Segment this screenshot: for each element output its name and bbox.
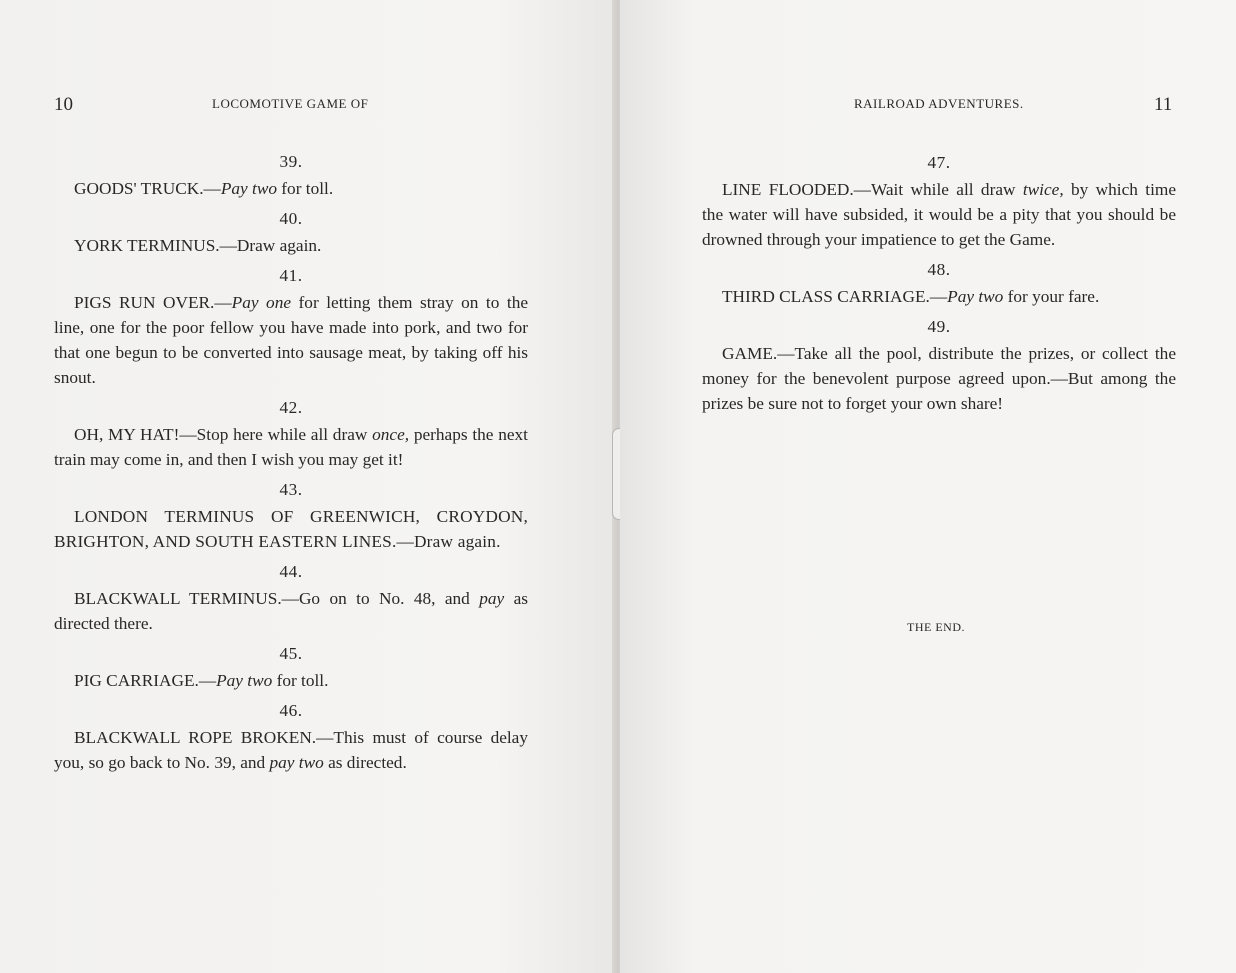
entry-text: PIG CARRIAGE.—Pay two for toll. xyxy=(74,671,329,690)
entry-text: GOODS' TRUCK.—Pay two for toll. xyxy=(74,179,334,198)
entry-text: BLACKWALL ROPE BROKEN.—This must of course delay you, so go back to No. 39, and pay two as directed. xyxy=(54,728,528,772)
entry-text: YORK TERMINUS.—Draw again. xyxy=(74,236,322,255)
entry-text: PIGS RUN OVER.—Pay one for letting them stray on to the line, one for the poor fellow you have made into pork, and two for that one begun to be converted into sausage meat, by taking off his snout. xyxy=(54,293,529,387)
end-text: THE END. xyxy=(907,620,965,634)
entry-number: 39. xyxy=(279,152,303,171)
entry-number: 43. xyxy=(279,480,303,499)
running-head: LOCOMOTIVE GAME OF xyxy=(212,96,369,111)
entry-number: 40. xyxy=(279,209,303,228)
left-page xyxy=(0,0,616,973)
entry-number: 49. xyxy=(927,317,951,336)
entry-text: LINE FLOODED.—Wait while all draw twice, by which time the water will have subsided, it would be a pity that you should be drowned through your impatience to get the Game. xyxy=(702,180,1176,249)
page-number: 11 xyxy=(1154,94,1173,115)
entry-number: 42. xyxy=(279,398,303,417)
entry-number: 47. xyxy=(927,153,951,172)
entry-text: THIRD CLASS CARRIAGE.—Pay two for your fare. xyxy=(722,287,1100,306)
entry-number: 45. xyxy=(279,644,303,663)
page-number: 10 xyxy=(54,94,73,115)
left-text-column xyxy=(54,144,528,777)
entry-text: BLACKWALL TERMINUS.—Go on to No. 48, and pay as directed there. xyxy=(54,589,528,633)
right-text-column xyxy=(702,145,1176,418)
entry-text: LONDON TERMINUS OF GREENWICH, CROYDON, BRIGHTON, AND SOUTH EASTERN LINES.—Draw again. xyxy=(54,507,528,551)
entry-number: 44. xyxy=(279,562,303,581)
entry-number: 46. xyxy=(279,701,303,720)
right-page xyxy=(620,0,1236,973)
entry-number: 48. xyxy=(927,260,951,279)
entry-text: OH, MY HAT!—Stop here while all draw once, perhaps the next train may come in, and then I wish you may get it! xyxy=(54,425,528,469)
entry-number: 41. xyxy=(279,266,303,285)
entry-text: GAME.—Take all the pool, distribute the prizes, or collect the money for the benevolent purpose agreed upon.—But among the prizes be sure not to forget your own share! xyxy=(702,344,1176,413)
running-head: RAILROAD ADVENTURES. xyxy=(854,96,1024,111)
